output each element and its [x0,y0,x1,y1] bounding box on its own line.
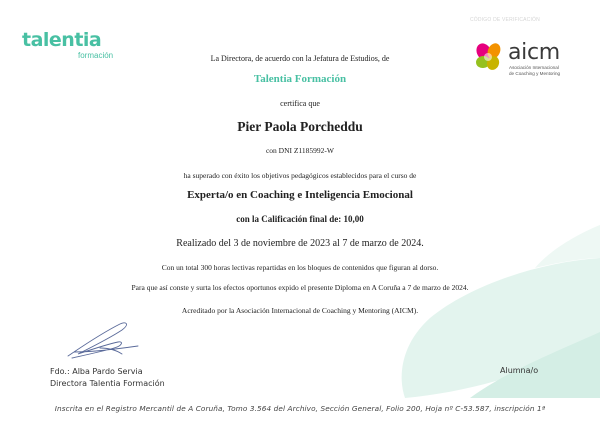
director-signature-block [50,366,165,389]
organization-name: Talentia Formación [253,73,347,85]
course-dates: Realizado del 3 de noviembre de 2023 al 7 de marzo de 2024. [176,238,424,249]
aicm-wordmark: aicm [508,40,560,65]
talentia-wordmark: talentia [22,29,102,51]
recipient-dni: con DNI Z1185992-W [265,146,335,155]
director-title: Directora Talentia Formación [50,378,165,388]
course-hours: Con un total 300 horas lectivas repartidas en los bloques de contenidos que figuran al dorso. [161,263,439,272]
aicm-tagline-line2: de Coaching y Mentoring [509,70,561,76]
legal-statement: Para que así conste y surta los efectos oportunos expido el presente Diploma en A Coruña a 7 de marzo de 2024. [131,283,469,292]
director-name: Fdo.: Alba Pardo Servia [50,367,143,376]
registry-footer: Inscrita en el Registro Mercantil de A Coruña, Tomo 3.564 del Archivo, Sección General, Folio 200, Hoja nº C-53.587, inscripción 1ª [54,404,546,413]
accreditation-text: Acreditado por la Asociación Internacional de Coaching y Mentoring (AICM). [181,306,419,315]
passed-text: ha superado con éxito los objetivos pedagógicos establecidos para el curso de [183,171,417,180]
talentia-subtitle: formación [78,51,114,60]
final-grade: con la Calificación final de: 10,00 [236,214,364,224]
aicm-tagline [509,65,560,76]
verification-code: CÓDIGO DE VERIFICACIÓN [470,17,540,23]
course-title: Experta/o en Coaching e Inteligencia Emocional [187,189,413,201]
aicm-tagline-line1: Asociación Internacional [509,65,559,70]
recipient-name: Pier Paola Porcheddu [237,119,363,134]
intro-text: La Directora, de acuerdo con la Jefatura de Estudios, de [210,54,390,63]
student-signature-label: Alumna/o [500,366,539,375]
certifies-text: certifica que [280,99,320,108]
director-signature [60,318,150,364]
